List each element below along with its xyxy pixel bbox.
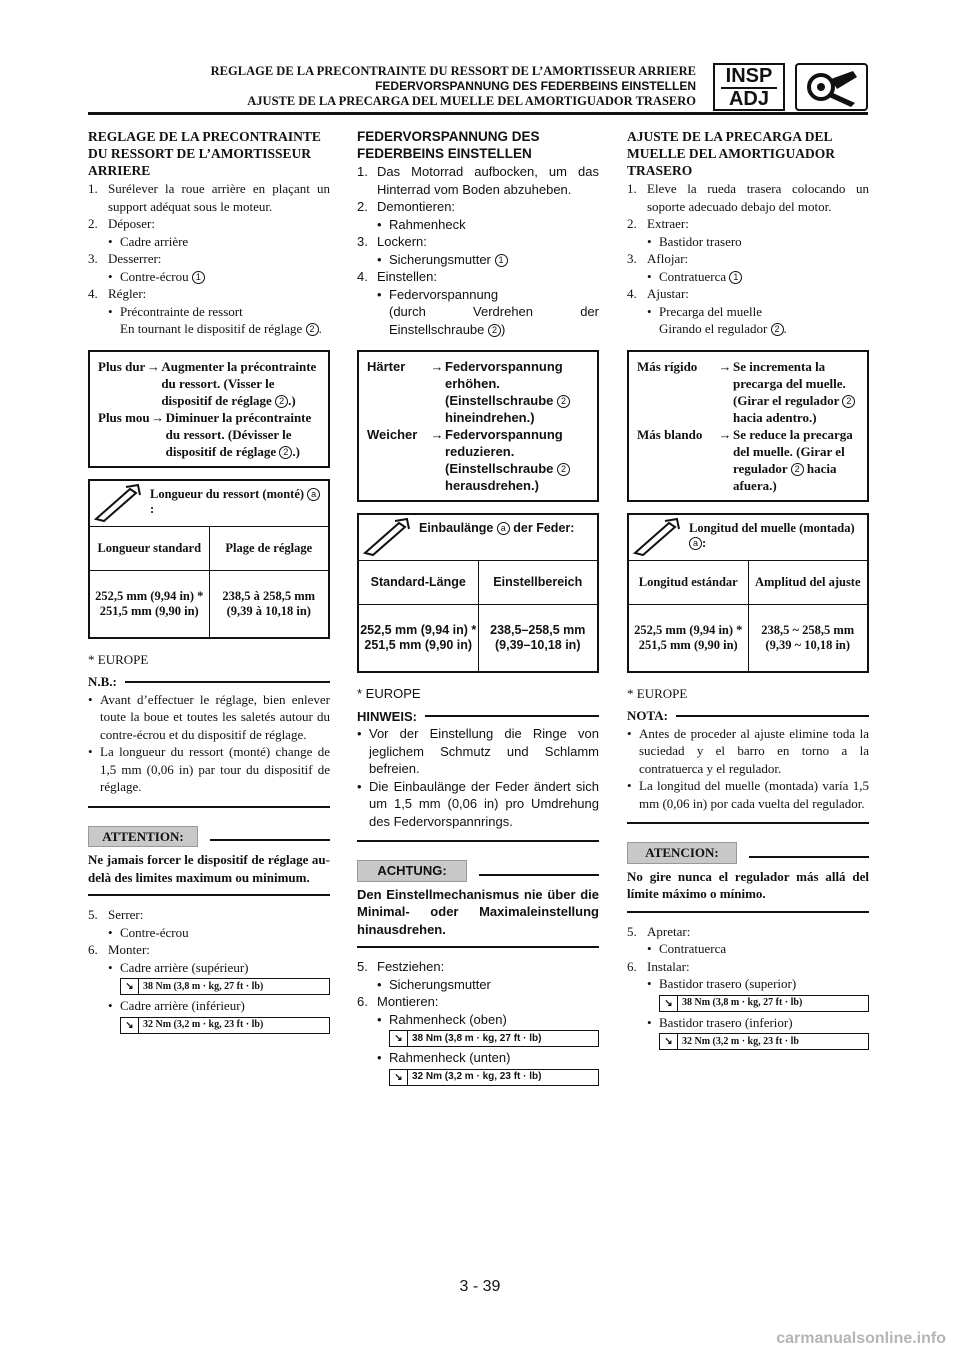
step-number: 4.: [357, 269, 368, 284]
step-item: [357, 976, 599, 994]
bullet: •: [357, 726, 362, 741]
note-item: [357, 725, 599, 778]
step-text: Régler:: [108, 286, 147, 301]
step-number: 6.: [627, 958, 637, 974]
torque-spec: [389, 1030, 599, 1047]
step-text: Surélever la roue arrière en plaçant un support adéquat sous le moteur.: [108, 181, 330, 214]
box-value: Se reduce la precarga del muelle. (Girar el regulador: [733, 426, 853, 476]
step-item: [357, 286, 599, 304]
box-key: Plus mou: [98, 409, 150, 425]
spec-value-range: 238,5 à 258,5 mm (9,39 à 10,18 in): [222, 588, 316, 618]
item-text: Contratuerca: [659, 941, 727, 956]
badge-line1: INSP: [725, 65, 773, 87]
caution-text: Den Einstellmechanismus nie über die Minimal- oder Maximaleinstellung hinausdrehen.: [357, 886, 599, 937]
step-text: Demontieren:: [377, 199, 456, 214]
arrow-icon: →: [430, 359, 444, 374]
callout-2: 2: [306, 323, 319, 336]
section-title: AJUSTE DE LA PRECARGA DEL MUELLE DEL AMORTIGUADOR TRASERO: [627, 129, 836, 178]
callout-2: 2: [488, 324, 501, 337]
step-text: Ajustar:: [647, 286, 689, 301]
item-text: Précontrainte de ressort: [120, 303, 243, 319]
note-item: [88, 691, 330, 744]
step-number: 2.: [88, 216, 98, 231]
item-text: Contratuerca: [659, 268, 727, 284]
step-item: [357, 1049, 599, 1067]
caliper-icon: [359, 515, 415, 560]
callout-1: 1: [192, 271, 205, 284]
step-2: [88, 215, 330, 233]
step-text: Extraer:: [647, 216, 689, 231]
spec-table: Longitud del muelle (montada) a : Longitud estándar Amplitud del ajuste 252,5 mm (9,94 in) * 251,5 mm (9,90 in) 238,5 ~ 258,5 mm (9,39 ~ 10,18 in): [627, 513, 869, 673]
adjustment-box: [627, 350, 869, 502]
step-item: [627, 940, 869, 958]
section-title: REGLAGE DE LA PRECONTRAINTE DU RESSORT DE L’AMORTISSEUR ARRIERE: [88, 129, 321, 178]
callout-2: 2: [842, 395, 855, 408]
box-value: herausdrehen.): [445, 478, 539, 493]
step-number: 3.: [627, 251, 637, 266]
step-item: [88, 924, 330, 942]
separator: [627, 911, 869, 913]
header-title-de: FEDERVORSPANNUNG DES FEDERBEINS EINSTELLEN: [375, 79, 696, 93]
step-6: [627, 958, 869, 976]
bullet: •: [377, 251, 382, 267]
torque-wrench-icon: ↘: [390, 1031, 408, 1046]
header-rule: [88, 112, 868, 115]
step-item: [88, 303, 330, 321]
spec-col-range: Amplitud del ajuste: [754, 574, 861, 589]
step-number: 2.: [357, 199, 368, 214]
torque-spec: [120, 978, 330, 995]
separator: [357, 946, 599, 948]
step-text: Montieren:: [377, 994, 439, 1009]
note-item: [357, 778, 599, 831]
bullet: •: [377, 1011, 382, 1027]
caution-heading: [88, 826, 330, 848]
caution-label: ATTENTION:: [88, 826, 198, 848]
spec-value-range: 238,5–258,5 mm (9,39–10,18 in): [490, 623, 586, 652]
page-number: 3 - 39: [459, 1278, 501, 1295]
badge-line2: ADJ: [728, 88, 769, 110]
step-5: [88, 906, 330, 924]
arrow-icon: →: [146, 358, 160, 374]
note-text: Die Einbaulänge der Feder ändert sich um 1,5 mm (0,06 in) pro Umdrehung des Federvorspannrings.: [369, 778, 599, 829]
spec-value-standard: 252,5 mm (9,94 in) * 251,5 mm (9,90 in): [90, 571, 210, 637]
item-text: Sicherungsmutter: [389, 976, 491, 992]
step-number: 6.: [88, 942, 98, 957]
bullet: •: [377, 1050, 382, 1065]
watermark: carmanualsonline.info: [776, 1330, 946, 1347]
step-item: [88, 959, 330, 977]
europe-note: * EUROPE: [627, 685, 688, 701]
torque-value: 38 Nm (3,8 m · kg, 27 ft · lb): [412, 1032, 542, 1044]
step-number: 6.: [357, 994, 368, 1009]
box-value: Diminuer la précontrainte du ressort. (Dévisser le dispositif de réglage: [165, 409, 312, 459]
callout-2: 2: [275, 395, 288, 408]
caliper-icon: [629, 515, 685, 560]
item-text: Contre-écrou: [120, 268, 189, 284]
separator: [627, 822, 869, 824]
header-title-fr: REGLAGE DE LA PRECONTRAINTE DU RESSORT DE L’AMORTISSEUR ARRIERE: [210, 64, 696, 78]
box-value: Federvorspannung erhöhen. (Einstellschraube: [445, 359, 563, 408]
note-heading: [627, 707, 869, 725]
header-title-es: AJUSTE DE LA PRECARGA DEL MUELLE DEL AMORTIGUADOR TRASERO: [247, 94, 696, 108]
bullet: •: [377, 216, 382, 232]
item-text: Bastidor trasero (superior): [659, 976, 797, 991]
step-text: Monter:: [108, 942, 150, 957]
caliper-icon: [90, 481, 146, 526]
note-text: La longitud del muelle (montada) varía 1,5 mm (0,06 in) por cada vuelta del regulador.: [639, 778, 869, 811]
bullet: •: [647, 268, 652, 284]
step-number: 4.: [88, 286, 98, 301]
item-text: Sicherungsmutter: [389, 251, 491, 267]
spec-col-range: Einstellbereich: [493, 575, 583, 589]
callout-1: 1: [495, 254, 508, 267]
spec-value-standard: 252,5 mm (9,94 in) * 251,5 mm (9,90 in): [359, 605, 479, 671]
box-value: Se incrementa la precarga del muelle. (Girar el regulador: [733, 358, 846, 408]
callout-a: a: [307, 488, 320, 501]
step-item: [88, 233, 330, 251]
bullet: •: [108, 998, 113, 1013]
torque-spec: [120, 1017, 330, 1034]
bullet: •: [88, 691, 93, 707]
header-titles: [211, 64, 696, 109]
step-detail: Girando el regulador 2 .: [659, 321, 787, 336]
note-text: Antes de proceder al ajuste elimine toda la suciedad y el barro en torno a la contratuerca y el regulador.: [639, 725, 869, 776]
box-value: hacia adentro.): [733, 409, 817, 425]
detail-text: Girando el regulador: [659, 321, 768, 336]
box-key: Weicher: [367, 427, 418, 442]
spec-col-range: Plage de réglage: [225, 540, 313, 555]
bullet: •: [647, 233, 652, 249]
step-1: [627, 180, 869, 215]
separator: [88, 894, 330, 896]
step-item: [627, 233, 869, 251]
torque-value: 38 Nm (3,8 m · kg, 27 ft · lb): [682, 997, 803, 1009]
step-text: Einstellen:: [377, 269, 437, 284]
caution-text: No gire nunca el regulador más allá del límite máximo o mínimo.: [627, 868, 869, 901]
bullet: •: [88, 744, 93, 759]
note-text: Vor der Einstellung die Ringe von jeglichem Schmutz und Schlamm befreien.: [369, 726, 599, 776]
bullet: •: [647, 303, 652, 319]
column-german: [357, 128, 599, 1088]
step-detail: (durch Verdrehen der Einstellschraube 2 ): [389, 304, 599, 337]
bullet: •: [627, 725, 632, 741]
item-text: Contre-écrou: [120, 924, 189, 940]
box-key: Härter: [367, 359, 406, 374]
step-6: [88, 941, 330, 959]
torque-wrench-icon: ↘: [660, 1034, 678, 1049]
step-number: 5.: [627, 923, 637, 939]
insp-adj-badge: [713, 63, 785, 111]
box-value: Augmenter la précontrainte du ressort. (Visser le dispositif de réglage: [161, 358, 317, 408]
spec-value-range: 238,5 ~ 258,5 mm (9,39 ~ 10,18 in): [761, 622, 855, 652]
callout-2: 2: [791, 463, 804, 476]
separator: [357, 840, 599, 842]
torque-spec: [659, 995, 869, 1012]
arrow-icon: →: [151, 409, 165, 425]
step-4: [627, 285, 869, 303]
spec-col-standard: Longueur standard: [90, 527, 210, 570]
step-5: [357, 958, 599, 976]
europe-note: * EUROPE: [357, 686, 421, 701]
arrow-icon: →: [718, 358, 732, 374]
step-3: [357, 233, 599, 251]
step-item: [627, 268, 869, 286]
step-text: Instalar:: [647, 958, 690, 974]
item-text: Bastidor trasero: [659, 233, 742, 249]
bullet: •: [377, 286, 382, 302]
note-text: Avant d’effectuer le réglage, bien enlever toute la boue et toutes les saletés autour du contre-écrou et du dispositif de réglage.: [100, 691, 330, 742]
step-text: Aflojar:: [647, 251, 689, 266]
note-heading: [88, 673, 330, 691]
box-key: Más blando: [637, 426, 703, 442]
spec-col-standard: Standard-Länge: [359, 561, 479, 604]
torque-wrench-icon: ↘: [660, 996, 678, 1011]
box-value: hineindrehen.): [445, 410, 535, 425]
box-key: Más rígido: [637, 358, 698, 374]
column-spanish: [627, 128, 869, 1052]
step-number: 3.: [357, 234, 368, 249]
step-text: Das Motorrad aufbocken, um das Hinterrad vom Boden abzuheben.: [377, 164, 599, 197]
section-title: FEDERVORSPANNUNG DES FEDERBEINS EINSTELLEN: [357, 129, 540, 161]
torque-spec: [389, 1069, 599, 1086]
europe-note: * EUROPE: [88, 651, 149, 667]
step-text: Apretar:: [647, 923, 691, 939]
bullet: •: [647, 1014, 652, 1030]
step-3: [88, 250, 330, 268]
step-item: [88, 997, 330, 1015]
step-6: [357, 993, 599, 1011]
step-number: 5.: [357, 959, 368, 974]
torque-value: 32 Nm (3,2 m · kg, 23 ft · lb): [412, 1071, 542, 1083]
step-number: 1.: [88, 181, 98, 196]
bullet: •: [377, 976, 382, 992]
callout-2: 2: [279, 446, 292, 459]
spec-table: Longueur du ressort (monté) a: Longueur standard Plage de réglage 252,5 mm (9,94 in) * 251,5 mm (9,90 in) 238,5 à 258,5 mm (9,39 à 10,18 in): [88, 479, 330, 639]
bullet: •: [108, 268, 113, 284]
step-text: Festziehen:: [377, 959, 445, 974]
step-text: Lockern:: [377, 234, 427, 249]
spec-table: [357, 513, 599, 673]
item-text: Bastidor trasero (inferior): [659, 1014, 793, 1030]
item-text: Rahmenheck (unten): [389, 1050, 511, 1065]
step-text: Déposer:: [108, 216, 155, 231]
bullet: •: [647, 941, 652, 956]
torque-wrench-icon: ↘: [390, 1070, 408, 1085]
torque-spec: [659, 1033, 869, 1050]
bullet: •: [108, 959, 113, 975]
bullet: •: [627, 778, 632, 793]
bullet: •: [357, 778, 362, 794]
step-5: [627, 923, 869, 941]
item-text: Cadre arrière (inférieur): [120, 998, 245, 1013]
note-item: [627, 725, 869, 778]
arrow-icon: →: [430, 427, 444, 442]
step-2: [627, 215, 869, 233]
adjustment-box: [357, 350, 599, 502]
adjustment-box: Plus dur → Augmenter la précontrainte du ressort. (Visser le dispositif de réglage 2 .) Plus mou → Diminuer la précontrainte du ressort. (Dévisser le dispositif de réglage 2 .): [88, 350, 330, 468]
wrench-icon: [795, 63, 868, 111]
bullet: •: [647, 976, 652, 991]
step-item: [357, 1011, 599, 1029]
step-4: [357, 268, 599, 286]
step-text: Serrer:: [108, 907, 144, 922]
step-number: 5.: [88, 907, 98, 922]
step-number: 3.: [88, 251, 98, 266]
note-label: HINWEIS:: [357, 708, 417, 724]
step-4: [88, 285, 330, 303]
spec-label: Einbaulänge: [419, 521, 494, 535]
detail-text: En tournant le dispositif de réglage: [120, 321, 303, 336]
callout-1: 1: [729, 271, 742, 284]
note-label: N.B.:: [88, 674, 117, 689]
callout-2: 2: [771, 323, 784, 336]
spec-col-standard: Longitud estándar: [629, 561, 749, 604]
step-number: 2.: [627, 216, 637, 231]
caution-label: ACHTUNG:: [357, 860, 467, 882]
callout-2: 2: [557, 463, 570, 476]
callout-a: a: [689, 537, 702, 550]
note-text: La longueur du ressort (monté) change de 1,5 mm (0,06 in) par tour du dispositif de réglage.: [100, 744, 330, 794]
bullet: •: [108, 924, 113, 940]
step-text: Eleve la rueda trasera colocando un soporte adecuado debajo del motor.: [647, 181, 869, 214]
caution-heading: [357, 860, 599, 882]
callout-2: 2: [557, 395, 570, 408]
arrow-icon: →: [718, 426, 732, 442]
item-text: Rahmenheck (oben): [389, 1011, 507, 1027]
item-text: Cadre arrière (supérieur): [120, 959, 249, 975]
step-item: [627, 975, 869, 993]
item-text: Cadre arrière: [120, 233, 189, 249]
note-label: NOTA:: [627, 708, 668, 723]
item-text: Precarga del muelle: [659, 303, 762, 319]
item-text: Federvorspannung: [389, 286, 499, 302]
caution-label: ATENCION:: [627, 842, 737, 864]
caution-heading: [627, 842, 869, 864]
spec-label: der Feder:: [513, 521, 575, 535]
bullet: •: [108, 303, 113, 319]
note-heading: [357, 708, 599, 726]
spec-label: Longueur du ressort (monté): [150, 486, 305, 501]
box-key: Plus dur: [98, 358, 146, 374]
note-item: [627, 777, 869, 812]
detail-text: (durch Verdrehen der Einstellschraube: [389, 304, 599, 337]
step-item: [357, 251, 599, 269]
step-number: 1.: [627, 181, 637, 196]
torque-value: 32 Nm (3,2 m · kg, 23 ft · lb: [682, 1035, 799, 1047]
spec-value-standard: 252,5 mm (9,94 in) * 251,5 mm (9,90 in): [629, 605, 749, 671]
note-item: [88, 743, 330, 796]
step-item: [357, 216, 599, 234]
item-text: Rahmenheck: [389, 216, 466, 232]
step-number: 1.: [357, 164, 368, 179]
step-number: 4.: [627, 286, 637, 301]
column-french: [88, 128, 330, 1036]
callout-a: a: [497, 522, 510, 535]
box-value: hacia afuera.): [733, 460, 837, 493]
step-item: [627, 1014, 869, 1032]
step-1: [88, 180, 330, 215]
spec-label: Longitud del muelle (montada): [689, 520, 855, 535]
torque-wrench-icon: ↘: [121, 979, 139, 994]
step-item: [88, 268, 330, 286]
step-1: [357, 163, 599, 198]
separator: [88, 806, 330, 808]
torque-value: 38 Nm (3,8 m · kg, 27 ft · lb): [143, 980, 264, 992]
torque-wrench-icon: ↘: [121, 1018, 139, 1033]
step-text: Desserrer:: [108, 251, 162, 266]
caution-text: Ne jamais forcer le dispositif de réglage au-delà des limites maximum ou minimum.: [88, 852, 330, 885]
step-2: [357, 198, 599, 216]
step-detail: En tournant le dispositif de réglage 2 .: [120, 321, 322, 336]
step-3: [627, 250, 869, 268]
box-value: Federvorspannung reduzieren. (Einstellschraube: [445, 427, 563, 476]
bullet: •: [108, 233, 113, 249]
step-item: [627, 303, 869, 321]
torque-value: 32 Nm (3,2 m · kg, 23 ft · lb): [143, 1019, 264, 1031]
